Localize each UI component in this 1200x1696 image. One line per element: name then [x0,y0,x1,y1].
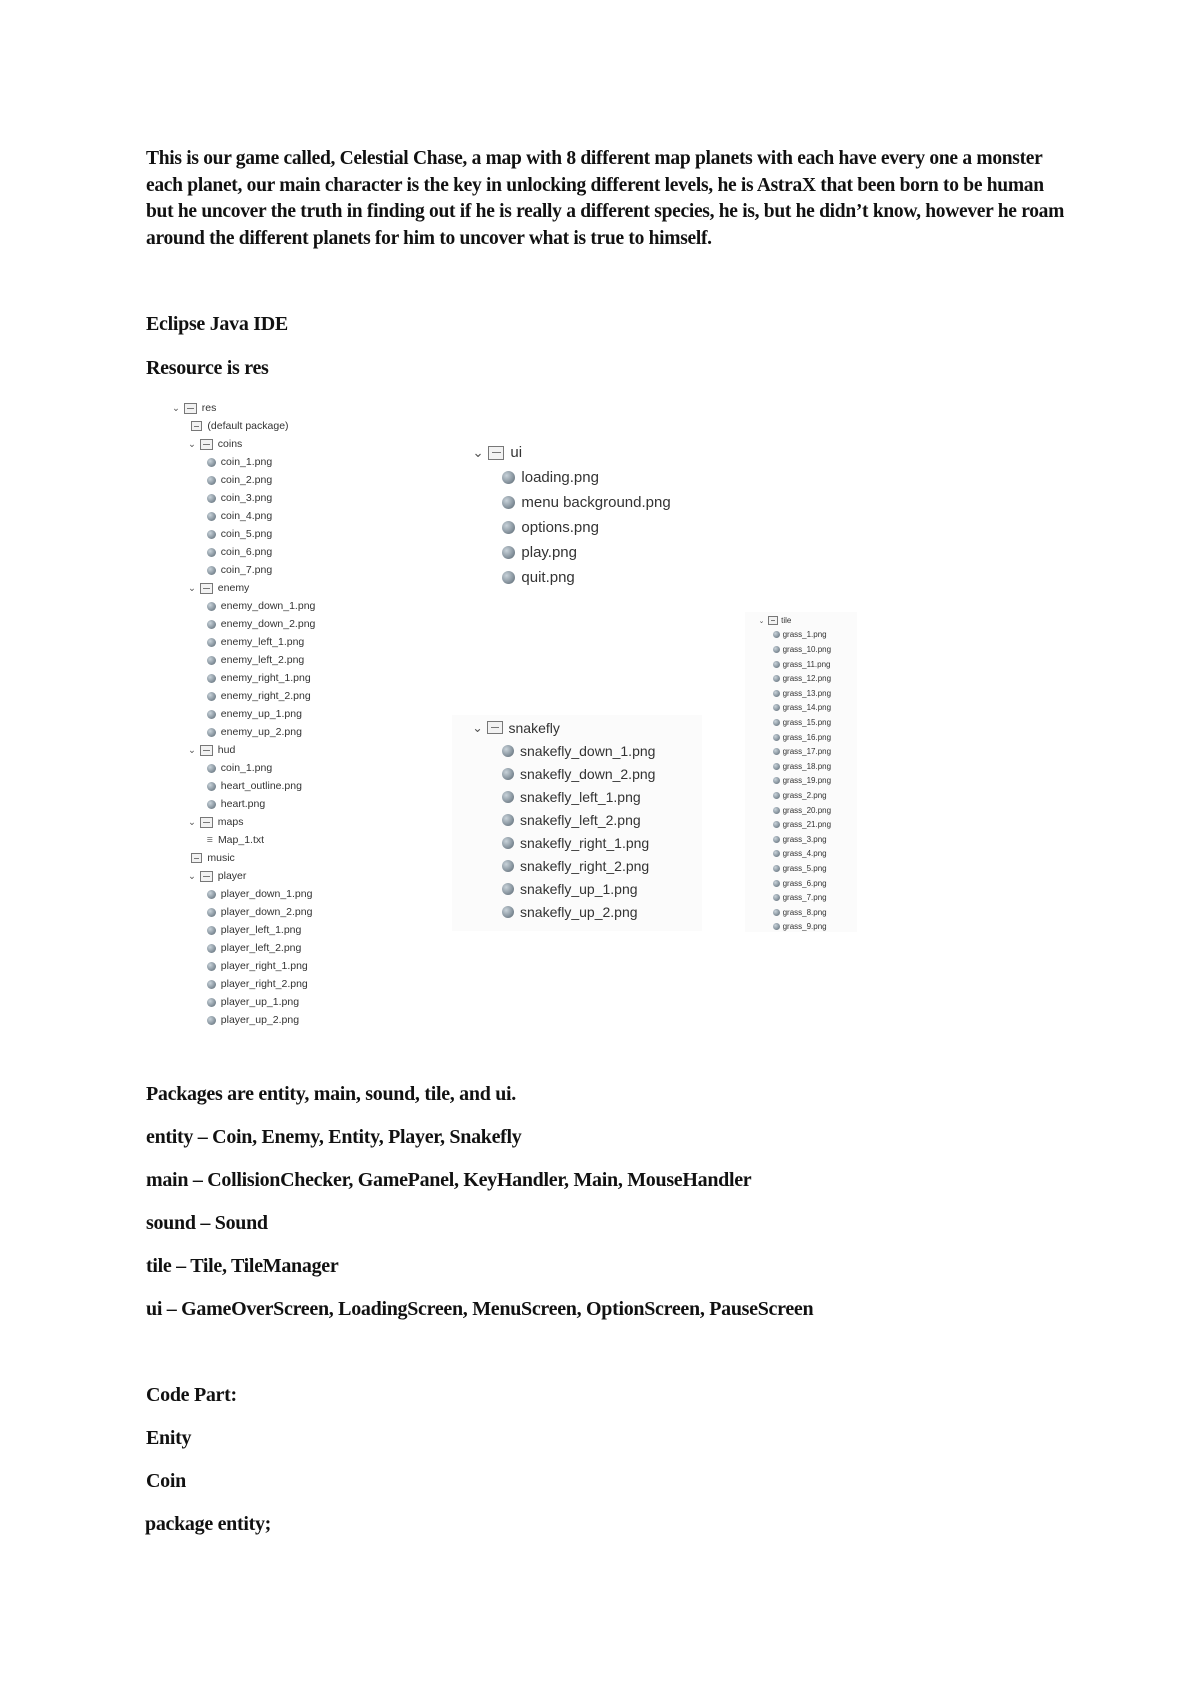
tree-item-label: coin_1.png [220,456,273,468]
chevron-down-icon[interactable]: ⌄ [188,438,196,450]
tree-file-row[interactable] [202,507,272,525]
tree-item-label: grass_5.png [782,863,827,873]
coin-heading: Coin [146,1470,186,1492]
tree-item-label: snakefly_right_1.png [520,834,650,851]
image-file-icon [773,894,780,901]
tree-item-label: player_left_2.png [220,942,302,954]
tree-item-label: snakefly_up_1.png [520,880,638,897]
package-folder-icon [200,745,213,756]
tree-folder-row[interactable] [470,716,560,739]
tree-file-row[interactable] [769,759,831,774]
image-file-icon [773,690,780,697]
image-file-icon [502,471,515,484]
package-folder-icon [200,871,213,882]
image-file-icon [207,548,216,557]
tree-item-label: snakefly_right_2.png [520,857,650,874]
tree-item-label: grass_18.png [782,761,832,771]
image-file-icon [773,836,780,843]
image-file-icon [207,980,216,989]
tree-file-row[interactable] [202,975,308,993]
chevron-down-icon[interactable]: ⌄ [188,870,196,882]
package-line-ui: ui – GameOverScreen, LoadingScreen, MenuScreen, OptionScreen, PauseScreen [146,1298,814,1320]
image-file-icon [207,926,216,935]
tree-item-label: grass_10.png [782,644,832,654]
image-file-icon [502,837,514,849]
tree-file-row[interactable] [202,651,304,669]
resource-line: Resource is res [146,357,269,379]
tree-file-row[interactable] [496,854,649,877]
image-file-icon [207,494,216,503]
tree-folder-row[interactable] [186,741,235,759]
package-folder-icon [200,817,213,828]
image-file-icon [207,566,216,575]
tree-item-label: snakefly_down_2.png [520,765,656,782]
tree-folder-row[interactable] [170,399,216,417]
tree-file-row[interactable] [769,671,831,686]
tree-item-label: coin_7.png [220,564,273,576]
tree-item-label: coins [217,438,243,450]
tree-file-row[interactable] [769,890,827,905]
package-line-sound: sound – Sound [146,1212,268,1234]
image-file-icon [207,458,216,467]
tree-file-row[interactable] [202,831,264,849]
tree-file-row[interactable] [202,723,302,741]
image-file-icon [207,944,216,953]
tree-item-label: snakefly_down_1.png [520,742,656,759]
tree-item-label: coin_2.png [220,474,273,486]
image-file-icon [207,530,216,539]
intro-paragraph: This is our game called, Celestial Chase, a map with 8 different map planets with each have every one a monster each planet, our main character is the key in unlocking different levels, he is AstraX that been born to be human but he uncover the truth in finding out if he is really a different species, he is, but he didn’t know, however he roam around the different planets for him to uncover what is true to himself. [146,148,1065,249]
image-file-icon [773,792,780,799]
tree-item-label: grass_15.png [782,717,832,727]
tree-file-row[interactable] [769,701,831,716]
image-file-icon [773,748,780,755]
package-folder-icon [184,403,197,414]
tree-item-label: grass_8.png [782,907,827,917]
image-file-icon [773,675,780,682]
tree-item-label: music [207,852,235,864]
tree-file-row[interactable] [496,490,671,515]
tree-file-row[interactable] [769,788,827,803]
image-file-icon [207,890,216,899]
text-file-icon: ≡ [206,834,213,846]
tree-item-label: enemy_left_2.png [220,654,305,666]
tree-item-label: coin_3.png [220,492,273,504]
tree-item-label: snakefly [508,719,560,736]
tree-item-label: grass_9.png [782,922,827,932]
tree-file-row[interactable] [202,525,272,543]
tree-item-label: grass_3.png [782,834,827,844]
tile-tree-screenshot [757,613,857,933]
tree-file-row[interactable] [769,905,827,920]
image-file-icon [773,821,780,828]
tree-file-row[interactable] [202,885,312,903]
image-file-icon [502,496,515,509]
tree-item-label: ui [510,444,523,461]
image-file-icon [502,768,514,780]
image-file-icon [207,908,216,917]
tree-item-label: (default package) [207,420,289,432]
tree-item-label: grass_4.png [782,849,827,859]
image-file-icon [207,800,216,809]
tree-file-row[interactable] [496,900,638,923]
image-file-icon [773,631,780,638]
tree-file-row[interactable] [202,1011,299,1029]
tree-file-row[interactable] [496,540,577,565]
image-file-icon [207,476,216,485]
tree-item-label: grass_13.png [782,688,832,698]
tree-file-row[interactable] [202,993,299,1011]
tree-item-label: snakefly_left_1.png [520,788,641,805]
chevron-down-icon[interactable]: ⌄ [472,721,483,735]
tree-item-label: player_right_1.png [220,960,308,972]
tree-package-row[interactable] [186,417,289,435]
package-folder-icon [200,439,213,450]
tree-item-label: Map_1.txt [217,834,265,846]
tree-item-label: options.png [521,519,599,536]
tree-file-row[interactable] [496,831,649,854]
tree-file-row[interactable] [202,597,315,615]
tree-item-label: coin_4.png [220,510,273,522]
tree-item-label: grass_20.png [782,805,832,815]
package-line-entity: entity – Coin, Enemy, Entity, Player, Snakefly [146,1126,522,1148]
tree-file-row[interactable] [496,808,641,831]
tree-file-row[interactable] [202,453,272,471]
image-file-icon [773,807,780,814]
tree-file-row[interactable] [496,785,641,808]
tree-file-row[interactable] [496,515,599,540]
chevron-down-icon[interactable]: ⌄ [188,816,196,828]
tree-file-row[interactable] [202,705,302,723]
image-file-icon [502,745,514,757]
package-line-tile: tile – Tile, TileManager [146,1255,339,1277]
tree-item-label: player [217,870,247,882]
tree-item-label: hud [217,744,236,756]
code-part-heading: Code Part: [146,1384,237,1406]
tree-item-label: grass_21.png [782,820,832,830]
tree-item-label: player_up_2.png [220,1014,300,1026]
tree-file-row[interactable] [202,777,302,795]
tree-package-row[interactable] [186,849,235,867]
tree-file-row[interactable] [769,876,827,891]
tree-item-label: player_down_2.png [220,906,313,918]
tree-item-label: grass_14.png [782,703,832,713]
tree-item-label: heart_outline.png [220,780,302,792]
chevron-down-icon[interactable]: ⌄ [188,744,196,756]
image-file-icon [207,602,216,611]
tree-file-row[interactable] [769,628,827,643]
tree-file-row[interactable] [769,847,827,862]
image-file-icon [502,791,514,803]
image-file-icon [502,814,514,826]
tree-file-row[interactable] [769,715,831,730]
tree-item-label: grass_6.png [782,878,827,888]
tree-item-label: enemy_right_2.png [220,690,311,702]
image-file-icon [207,674,216,683]
image-file-icon [207,656,216,665]
tree-item-label: coin_1.png [220,762,273,774]
tree-item-label: player_right_2.png [220,978,308,990]
tree-file-row[interactable] [769,920,827,935]
tree-folder-row[interactable] [470,440,522,465]
image-file-icon [207,764,216,773]
image-file-icon [773,880,780,887]
package-declaration: package entity; [145,1513,272,1535]
tree-item-label: tile [781,615,792,625]
tree-item-label: player_left_1.png [220,924,302,936]
image-file-icon [207,998,216,1007]
image-file-icon [773,661,780,668]
image-file-icon [502,571,515,584]
package-folder-icon [487,721,503,734]
image-file-icon [207,710,216,719]
tree-file-row[interactable] [202,471,272,489]
tree-item-label: enemy_right_1.png [220,672,311,684]
package-line-main: main – CollisionChecker, GamePanel, KeyHandler, Main, MouseHandler [146,1169,752,1191]
tree-item-label: menu background.png [521,494,671,511]
tree-file-row[interactable] [202,669,311,687]
tree-file-row[interactable] [769,744,831,759]
tree-folder-row[interactable] [186,867,246,885]
chevron-down-icon[interactable]: ⌄ [172,402,180,414]
image-file-icon [502,906,514,918]
tree-folder-row[interactable] [186,435,242,453]
tree-item-label: maps [217,816,244,828]
tree-file-row[interactable] [202,957,308,975]
tree-file-row[interactable] [496,762,655,785]
image-file-icon [773,865,780,872]
image-file-icon [502,860,514,872]
tree-file-row[interactable] [202,489,272,507]
tree-file-row[interactable] [769,642,831,657]
image-file-icon [773,777,780,784]
image-file-icon [207,962,216,971]
package-folder-icon [200,583,213,594]
tree-file-row[interactable] [202,795,265,813]
tree-item-label: snakefly_up_2.png [520,903,638,920]
image-file-icon [207,1016,216,1025]
image-file-icon [773,850,780,857]
snakefly-tree-screenshot [470,716,710,932]
image-file-icon [773,704,780,711]
tree-item-label: enemy_left_1.png [220,636,305,648]
image-file-icon [207,638,216,647]
tree-file-row[interactable] [769,803,831,818]
image-file-icon [773,909,780,916]
tree-item-label: enemy_down_1.png [220,600,316,612]
tree-file-row[interactable] [202,921,301,939]
package-icon [191,421,203,431]
tree-file-row[interactable] [202,633,304,651]
tree-item-label: play.png [521,544,577,561]
tree-item-label: grass_12.png [782,674,832,684]
image-file-icon [207,512,216,521]
tree-file-row[interactable] [202,759,272,777]
packages-line: Packages are entity, main, sound, tile, and ui. [146,1083,517,1105]
tree-file-row[interactable] [202,561,272,579]
package-folder-icon [768,616,778,625]
tree-file-row[interactable] [202,615,315,633]
tree-item-label: grass_16.png [782,732,832,742]
tree-item-label: grass_1.png [782,630,827,640]
tree-item-label: coin_5.png [220,528,273,540]
tree-item-label: res [201,402,217,414]
tree-file-row[interactable] [496,565,575,590]
tree-file-row[interactable] [769,686,831,701]
tree-file-row[interactable] [769,832,827,847]
tree-item-label: enemy_up_2.png [220,726,302,738]
tree-folder-row[interactable] [186,579,249,597]
tree-item-label: enemy_up_1.png [220,708,302,720]
tree-file-row[interactable] [496,877,638,900]
res-tree-screenshot [170,399,400,1029]
image-file-icon [502,521,515,534]
tree-item-label: enemy [217,582,250,594]
chevron-down-icon[interactable]: ⌄ [758,615,765,625]
tree-file-row[interactable] [496,739,655,762]
tree-item-label: grass_19.png [782,776,832,786]
tree-item-label: snakefly_left_2.png [520,811,641,828]
image-file-icon [773,923,780,930]
tree-item-label: grass_2.png [782,790,827,800]
tree-file-row[interactable] [202,543,272,561]
tree-item-label: grass_7.png [782,893,827,903]
tree-item-label: loading.png [521,469,599,486]
tree-file-row[interactable] [202,687,311,705]
tree-file-row[interactable] [769,817,831,832]
package-icon [191,853,203,863]
image-file-icon [773,763,780,770]
tree-item-label: heart.png [220,798,266,810]
tree-item-label: coin_6.png [220,546,273,558]
tree-folder-row[interactable] [757,613,791,628]
chevron-down-icon[interactable]: ⌄ [188,582,196,594]
enity-heading: Enity [146,1427,192,1449]
image-file-icon [207,728,216,737]
tree-item-label: grass_11.png [782,659,831,669]
image-file-icon [773,734,780,741]
ide-line: Eclipse Java IDE [146,313,288,335]
tree-file-row[interactable] [769,861,827,876]
tree-item-label: quit.png [521,569,575,586]
image-file-icon [773,646,780,653]
image-file-icon [207,692,216,701]
chevron-down-icon[interactable]: ⌄ [472,444,484,460]
tree-file-row[interactable] [769,730,831,745]
tree-file-row[interactable] [769,657,830,672]
image-file-icon [502,546,515,559]
tree-folder-row[interactable] [186,813,243,831]
tree-item-label: grass_17.png [782,747,832,757]
tree-file-row[interactable] [202,939,301,957]
package-folder-icon [488,446,504,460]
image-file-icon [773,719,780,726]
tree-file-row[interactable] [769,774,831,789]
image-file-icon [502,883,514,895]
tree-item-label: player_up_1.png [220,996,300,1008]
image-file-icon [207,620,216,629]
tree-file-row[interactable] [496,465,599,490]
tree-item-label: player_down_1.png [220,888,313,900]
image-file-icon [207,782,216,791]
tree-file-row[interactable] [202,903,312,921]
tree-item-label: enemy_down_2.png [220,618,316,630]
ui-tree-screenshot [470,440,730,600]
